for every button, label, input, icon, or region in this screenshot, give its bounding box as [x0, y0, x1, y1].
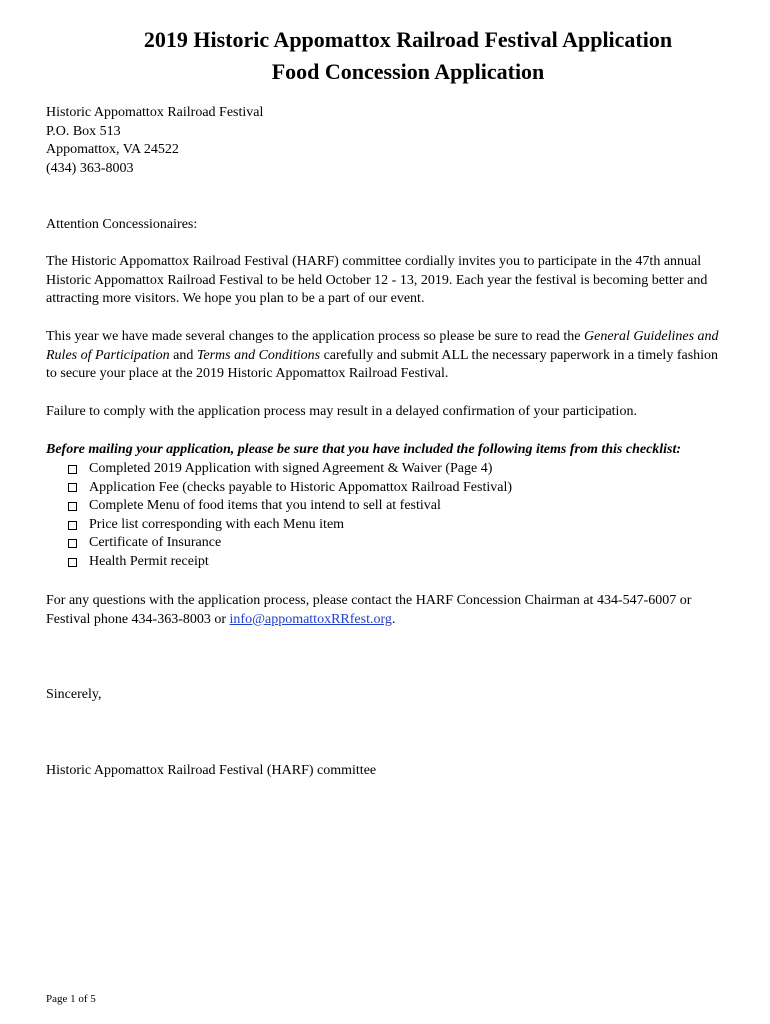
contact-paragraph	[46, 592, 726, 629]
checklist-heading: Before mailing your application, please be sure that you have included the following items from this checklist:	[46, 442, 682, 457]
changes-paragraph	[46, 328, 726, 384]
checkbox-icon[interactable]	[68, 521, 77, 530]
checkbox-icon[interactable]	[68, 539, 77, 548]
page-title	[0, 24, 770, 88]
terms-reference: Terms and Conditions	[196, 347, 321, 363]
contact-text: For any questions with the application process, please contact the HARF Concession Chairman at 434-547-6007 or Festival phone 434-363-8003 or	[46, 593, 692, 627]
signature: Historic Appomattox Railroad Festival (HARF) committee	[46, 763, 377, 778]
checklist-item-label: Certificate of Insurance	[89, 535, 222, 551]
address-org: Historic Appomattox Railroad Festival	[46, 105, 264, 120]
checkbox-icon[interactable]	[68, 502, 77, 511]
salutation: Attention Concessionaires:	[46, 217, 198, 232]
checklist-item	[68, 516, 748, 535]
email-link[interactable]: info@appomattoxRRfest.org	[229, 611, 392, 627]
checklist-item-label: Complete Menu of food items that you intend to sell at festival	[89, 498, 441, 514]
contact-end: .	[391, 611, 396, 627]
address-phone: (434) 363-8003	[46, 160, 134, 176]
closing: Sincerely,	[46, 687, 102, 702]
checklist-item-label: Completed 2019 Application with signed Agreement & Waiver (Page 4)	[89, 461, 493, 476]
address-po-box: P.O. Box 513	[46, 123, 121, 139]
changes-and: and	[169, 347, 197, 363]
changes-text-1: This year we have made several changes to the application process so please be sure to read the	[46, 329, 585, 344]
checkbox-icon[interactable]	[68, 483, 77, 492]
checkbox-icon[interactable]	[68, 465, 77, 474]
changes-text-2: carefully and submit ALL the necessary paperwork in a timely fashion to secure your place at the 2019 Historic Appomattox Railroad Festival.	[46, 347, 719, 382]
checkbox-icon[interactable]	[68, 558, 77, 567]
invitation-paragraph: The Historic Appomattox Railroad Festival (HARF) committee cordially invites you to participate in the 47th annual Historic Appomattox Railroad Festival to be held October 12 - 13, 2019. Each year the festival is becoming better and attracting more visitors. We hope you plan to be a part of our event.	[46, 254, 708, 307]
mailing-address	[46, 104, 726, 178]
checklist	[68, 460, 748, 572]
address-city: Appomattox, VA 24522	[46, 142, 179, 158]
title-line-1: 2019 Historic Appomattox Railroad Festival Application	[143, 27, 673, 52]
compliance-paragraph: Failure to comply with the application process may result in a delayed confirmation of your participation.	[46, 404, 637, 419]
checklist-item-label: Application Fee (checks payable to Historic Appomattox Railroad Festival)	[89, 479, 513, 495]
guidelines-reference: General Guidelines and Rules of Participation	[46, 329, 719, 363]
checklist-item	[68, 553, 748, 572]
checklist-item	[68, 460, 748, 479]
checklist-item	[68, 479, 748, 498]
checklist-item	[68, 497, 748, 516]
page-number: Page 1 of 5	[46, 993, 96, 1005]
checklist-item-label: Health Permit receipt	[89, 553, 209, 569]
checklist-item	[68, 534, 748, 553]
checklist-item-label: Price list corresponding with each Menu item	[89, 516, 345, 532]
title-line-2: Food Concession Application	[271, 59, 545, 84]
